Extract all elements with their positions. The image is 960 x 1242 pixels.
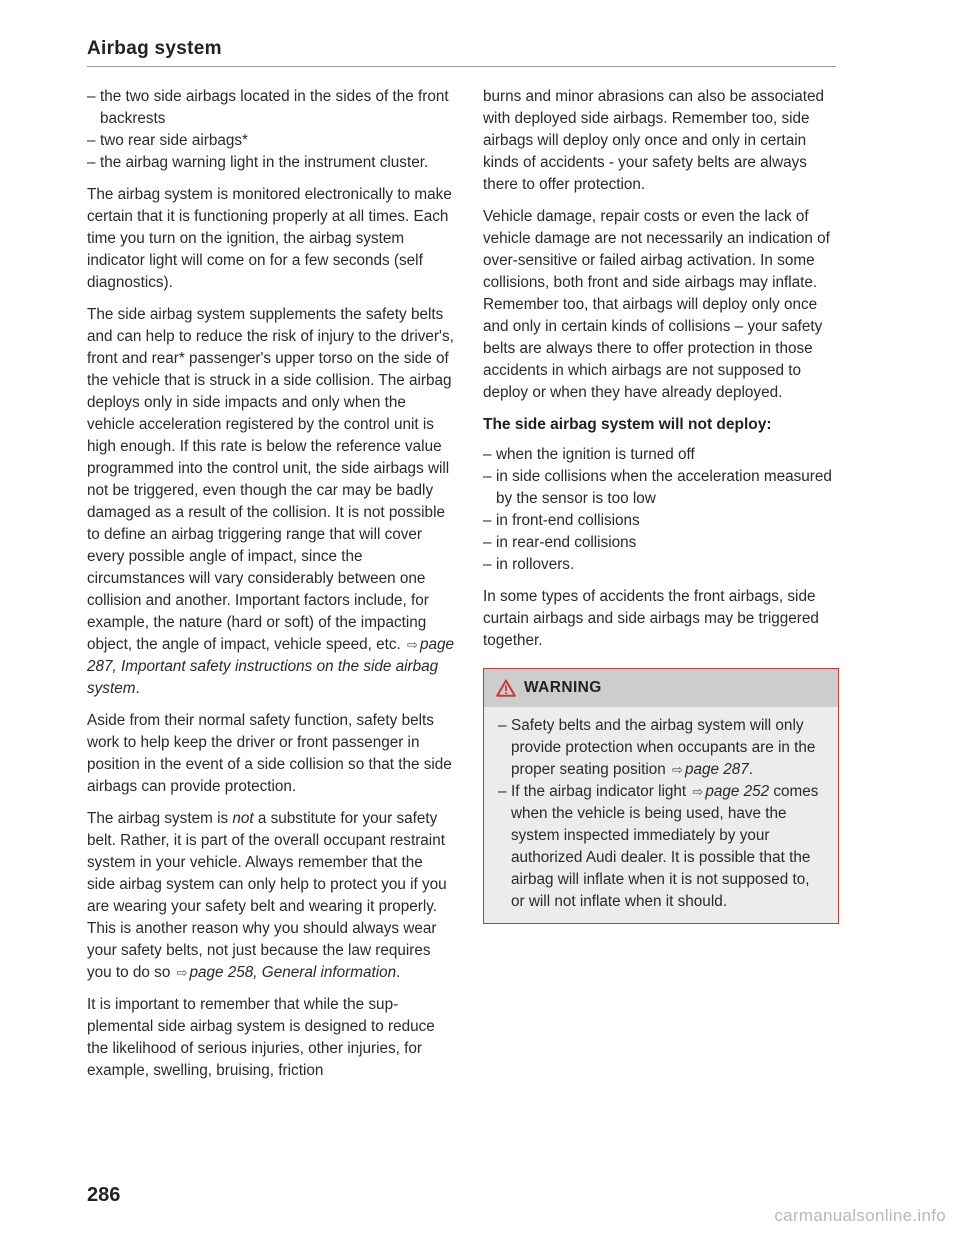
paragraph: Aside from their normal safety function, safety belts work to help keep the driver or front passenger in position in the event of a side collision so that the side airbags can provide protection. xyxy=(87,712,452,795)
left-column xyxy=(87,86,455,1092)
list-item: – in rollovers. xyxy=(483,554,839,576)
list-item: – two rear side airbags* xyxy=(87,130,455,152)
list-item: – in front-end collisions xyxy=(483,510,839,532)
subheading: The side airbag system will not deploy: xyxy=(483,416,772,433)
paragraph: burns and minor abrasions can also be associated with deployed side airbags. Remember too, side airbags will deploy only once and only in certain kinds of accidents - your safety belts are always there to offer protection. xyxy=(483,88,824,193)
page-link[interactable]: page 287, Important safety instructions on the side airbag system xyxy=(87,636,454,697)
page-header xyxy=(87,38,836,67)
paragraph: The airbag system is not a substitute for your safety belt. Rather, it is part of the overall occupant restraint system in your vehicle. Always remember that the side airbag system can only help to protect you if you are wearing your safety belt and wearing it properly. This is another reason why you should always wear your safety belts, not just because the law requires you to do so ⇨ page 258, General information. xyxy=(87,810,447,981)
warning-box xyxy=(483,668,839,924)
page-link[interactable]: page 287 xyxy=(684,761,749,778)
page-link[interactable]: page 252 xyxy=(705,783,770,800)
warning-header xyxy=(484,669,838,707)
component-list xyxy=(87,86,455,174)
no-deploy-list xyxy=(483,444,839,576)
paragraph: It is important to remember that while the supplemental side airbag system is designed to reduce the likelihood of serious injuries, other injuries, for example, swelling, bruising, friction xyxy=(87,996,435,1079)
page-number: 286 xyxy=(87,1184,121,1206)
list-item: – the airbag warning light in the instrument cluster. xyxy=(87,152,455,174)
right-column xyxy=(483,86,839,924)
warning-body xyxy=(484,707,838,923)
list-item: – when the ignition is turned off xyxy=(483,444,839,466)
warning-triangle-icon xyxy=(496,679,516,697)
arrow-right-icon: ⇨ xyxy=(407,637,418,652)
arrow-right-icon: ⇨ xyxy=(692,784,704,799)
paragraph: The airbag system is monitored electronically to make certain that it is functioning properly at all times. Each time you turn on the ignition, the airbag system indicator light will come on for a few seconds (self diagnostics). xyxy=(87,186,452,291)
paragraph: The side airbag system supplements the safety belts and can help to reduce the risk of injury to the driver's, front and rear* passenger's upper torso on the side of the vehicle that is struck in a side collision. The airbag deploys only in side impacts and only when the vehicle acceleration registered by the control unit is high enough. If this rate is below the reference value programmed into the control unit, the side airbags will not be triggered, even though the car may be badly damaged as a result of the collision. It is not possible to define an airbag triggering range that will cover every possible angle of impact, since the circumstances will vary considerably between one collision and another. Important factors include, for example, the nature (hard or soft) of the impacting object, the angle of impact, vehicle speed, etc. ⇨ page 287, Important safety instructions on the side airbag system. xyxy=(87,306,454,697)
list-item: – If the airbag indicator light ⇨ page 252 comes when the vehicle is being used, have the system inspected immediately by your authorized Audi dealer. It is possible that the airbag will inflate when it is not supposed to, or will not inflate when it should. xyxy=(498,781,824,913)
page-link[interactable]: page 258, General information xyxy=(189,964,397,981)
arrow-right-icon: ⇨ xyxy=(176,965,188,980)
warning-title: WARNING xyxy=(524,679,602,696)
emphasis: not xyxy=(232,810,254,827)
list-item: – in side collisions when the acceleration measured by the sensor is too low xyxy=(483,466,839,510)
warning-list xyxy=(498,715,824,913)
paragraph: Vehicle damage, repair costs or even the lack of vehicle damage are not necessarily an indication of over-sensitive or failed airbag activation. In some collisions, both front and side airbags may inflate. Remember too, that airbags will deploy only once and only in certain kinds of collisions – your safety belts are always there to offer protection in those accidents in which airbags are not supposed to deploy or when they have already deployed. xyxy=(483,208,830,401)
list-item: – in rear-end collisions xyxy=(483,532,839,554)
section-title: Airbag system xyxy=(87,38,222,59)
arrow-right-icon: ⇨ xyxy=(672,762,683,777)
watermark: carmanualsonline.info xyxy=(774,1206,946,1225)
paragraph: In some types of accidents the front airbags, side curtain airbags and side airbags may be triggered together. xyxy=(483,588,819,649)
list-item: – Safety belts and the airbag system will only provide protection when occupants are in the proper seating position ⇨ page 287. xyxy=(498,715,824,781)
list-item: – the two side airbags located in the sides of the front backrests xyxy=(87,86,455,130)
